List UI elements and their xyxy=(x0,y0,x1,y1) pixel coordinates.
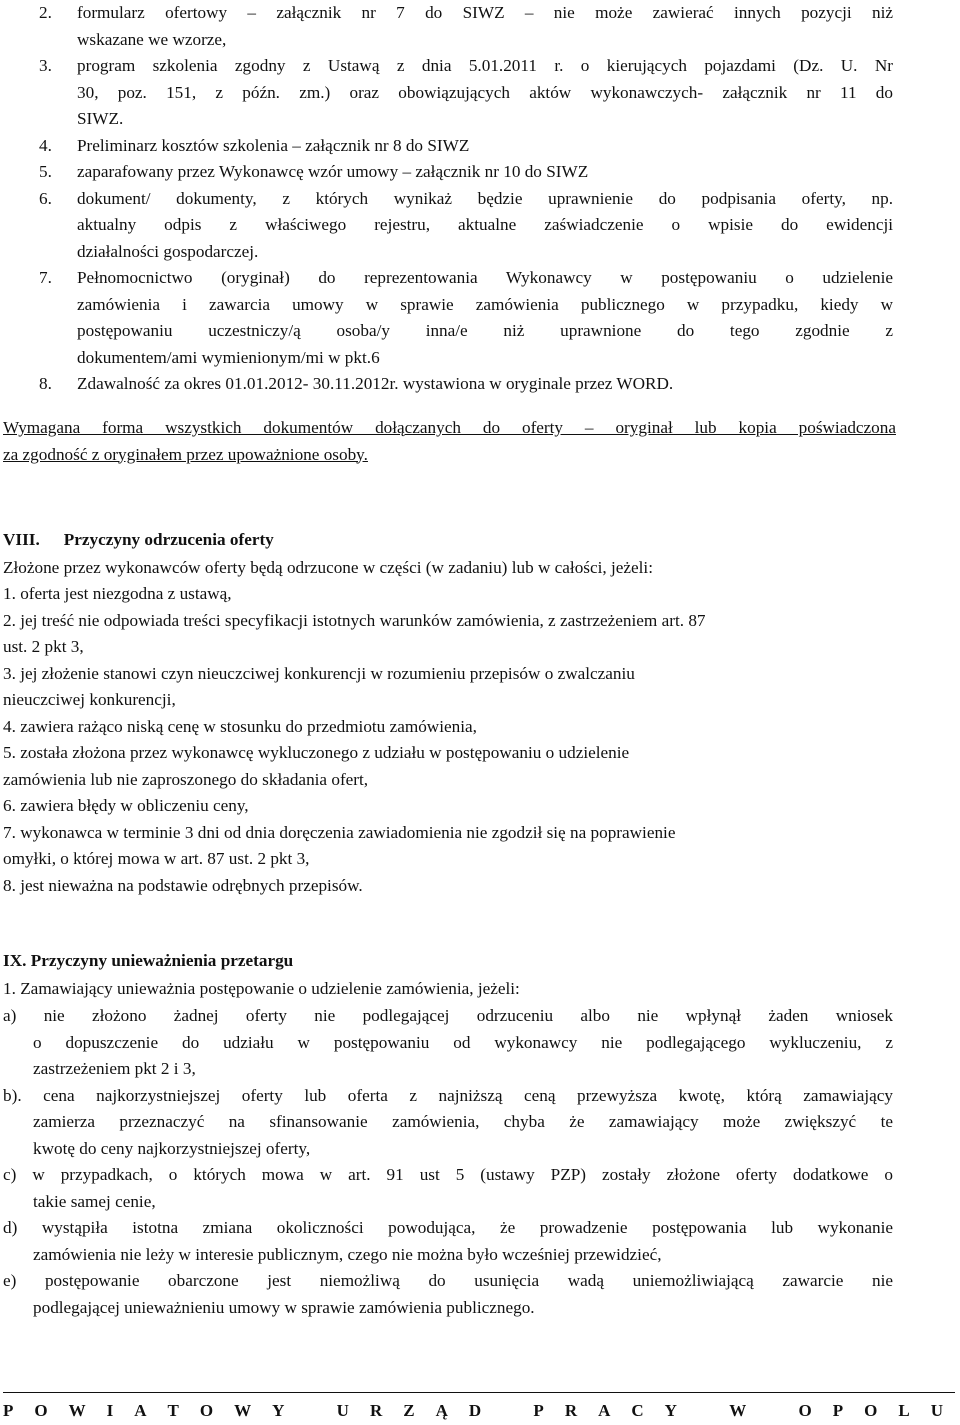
list-item-line: Preliminarz kosztów szkolenia – załącznik nr 8 do SIWZ xyxy=(77,135,470,155)
section-ix-intro: 1. Zamawiający unieważnia postępowanie o udzielenie zamówienia, jeżeli: xyxy=(3,978,520,998)
attachments-list xyxy=(3,0,893,398)
list-item xyxy=(3,186,893,266)
required-form-paragraph xyxy=(3,415,896,468)
list-item xyxy=(3,133,893,160)
footer-word: O P O L U xyxy=(798,1401,943,1420)
list-item-line: 30, poz. 151, z późn. zm.) oraz obowiązujących aktów wykonawczych- załącznik nr 11 do xyxy=(77,82,893,102)
section-ix-item-line: o dopuszczenie do udziału w postępowaniu od wykonawcy nie podlegającego wykluczeniu, z xyxy=(33,1032,893,1052)
section-ix-item-label: c) xyxy=(3,1165,17,1184)
list-item-line: dokument/ dokumenty, z których wynikaż będzie uprawnienie do podpisania oferty, np. xyxy=(77,188,893,208)
section-ix-item xyxy=(3,1268,893,1321)
section-viii-line: zamówienia lub nie zaproszonego do składania ofert, xyxy=(3,769,369,789)
section-viii-line: 2. jej treść nie odpowiada treści specyfikacji istotnych warunków zamówienia, z zastrzeżeniem art. 87 xyxy=(3,610,706,630)
section-viii-heading xyxy=(3,527,893,554)
list-item-line: wskazane we wzorze, xyxy=(77,29,227,49)
list-item-line: zaparafowany przez Wykonawcę wzór umowy – załącznik nr 10 do SIWZ xyxy=(77,162,589,181)
section-ix-item-first-line xyxy=(3,1003,893,1030)
section-viii-title: Przyczyny odrzucenia oferty xyxy=(63,530,274,549)
section-viii-line: 1. oferta jest niezgodna z ustawą, xyxy=(3,584,232,603)
list-item-number: 6. xyxy=(39,188,52,208)
section-ix-item-first-line xyxy=(3,1268,893,1295)
section-ix-heading: IX. Przyczyny unieważnienia przetargu xyxy=(3,951,294,970)
section-viii-line: Złożone przez wykonawców oferty będą odrzucone w części (w zadaniu) lub w całości, jeżeli: xyxy=(3,557,653,577)
list-item-line: aktualny odpis z właściwego rejestru, aktualne zaświadczenie o wpisie do ewidencji xyxy=(77,215,893,234)
list-item-line: zamówienia i zawarcia umowy w sprawie zamówienia publicznego w przypadku, kiedy w xyxy=(77,294,893,314)
list-item-line: formularz ofertowy – załącznik nr 7 do SIWZ – nie może zawierać innych pozycji niż xyxy=(77,3,893,22)
section-viii-line: ust. 2 pkt 3, xyxy=(3,637,84,656)
list-item-line: program szkolenia zgodny z Ustawą z dnia 5.01.2011 r. o kierujących pojazdami (Dz. U. Nr xyxy=(77,56,893,75)
section-ix-item-line: zastrzeżeniem pkt 2 i 3, xyxy=(33,1059,196,1078)
section-ix-item-line: kwotę do ceny najkorzystniejszej oferty, xyxy=(33,1138,311,1158)
section-viii-line: 3. jej złożenie stanowi czyn nieuczciwej konkurencji w rozumieniu przepisów o zwalczaniu xyxy=(3,663,635,683)
section-ix-item-text: cena najkorzystniejszej oferty lub oferta z najniższą ceną przewyższa kwotę, którą zamawiający xyxy=(43,1085,894,1105)
section-ix-item-line: zamówienia nie leży w interesie publicznym, czego nie można było wcześniej przewidzieć, xyxy=(33,1244,662,1264)
footer-word: P O W I A T O W Y xyxy=(3,1401,285,1420)
list-item-line: Pełnomocnictwo (oryginał) do reprezentowania Wykonawcy w postępowaniu o udzielenie xyxy=(77,268,893,287)
section-ix-item-text: postępowanie obarczone jest niemożliwą do usunięcia wadą uniemożliwiającą zawarcie nie xyxy=(44,1271,893,1290)
footer-office-name xyxy=(3,1398,943,1425)
section-viii-line: 7. wykonawca w terminie 3 dni od dnia doręczenia zawiadomienia nie zgodził się na poprawienie xyxy=(3,822,676,842)
list-item-line: dokumentem/ami wymienionym/mi w pkt.6 xyxy=(77,347,380,367)
section-viii xyxy=(3,527,893,899)
section-viii-line: 8. jest nieważna na podstawie odrębnych przepisów. xyxy=(3,875,363,895)
section-ix-item xyxy=(3,1162,893,1215)
section-ix-item-label: e) xyxy=(3,1271,17,1290)
list-item xyxy=(3,159,893,186)
section-ix-item-label: a) xyxy=(3,1006,17,1025)
section-ix-item-label: b). xyxy=(3,1085,22,1105)
footer-word: U R Z Ą D xyxy=(336,1401,482,1420)
list-item-number: 7. xyxy=(39,268,52,287)
list-item xyxy=(3,0,893,53)
section-ix-item-first-line xyxy=(3,1083,893,1110)
section-ix-item-text: wystąpiła istotna zmiana okoliczności powodująca, że prowadzenie postępowania lub wykonanie xyxy=(41,1218,894,1237)
section-ix-item xyxy=(3,1083,893,1163)
list-item-number: 8. xyxy=(39,374,52,393)
list-item-line: Zdawalność za okres 01.01.2012- 30.11.2012r. wystawiona w oryginale przez WORD. xyxy=(77,374,674,393)
section-ix-item-text: nie złożono żadnej oferty nie podlegającej odrzuceniu albo nie wpłynął żaden wniosek xyxy=(43,1006,894,1025)
footer-word: W xyxy=(729,1401,747,1420)
required-form-line-2: za zgodność z oryginałem przez upoważnione osoby. xyxy=(3,444,368,464)
section-viii-line: 6. zawiera błędy w obliczeniu ceny, xyxy=(3,796,249,815)
list-item-number: 5. xyxy=(39,162,52,181)
list-item-line: SIWZ. xyxy=(77,109,124,128)
list-item-number: 4. xyxy=(39,135,52,155)
section-viii-number: VIII. xyxy=(3,530,40,549)
section-ix-item-line: podlegającej unieważnieniu umowy w sprawie zamówienia publicznego. xyxy=(33,1297,535,1317)
section-ix-item-first-line xyxy=(3,1162,893,1189)
required-form-line-1: Wymagana forma wszystkich dokumentów dołączanych do oferty – oryginał lub kopia poświadczona xyxy=(3,418,896,437)
section-viii-line: 5. została złożona przez wykonawcę wykluczonego z udziału w postępowaniu o udzielenie xyxy=(3,743,630,762)
section-ix-item-first-line xyxy=(3,1215,893,1242)
section-viii-line: omyłki, o której mowa w art. 87 ust. 2 pkt 3, xyxy=(3,849,310,868)
section-ix xyxy=(3,948,893,1321)
section-viii-line: 4. zawiera rażąco niską cenę w stosunku do przedmiotu zamówienia, xyxy=(3,716,477,736)
list-item xyxy=(3,265,893,371)
list-item-number: 3. xyxy=(39,56,52,75)
footer-word: P R A C Y xyxy=(533,1401,677,1420)
section-ix-item xyxy=(3,1215,893,1268)
list-item-line: postępowaniu uczestniczy/ą osoba/y inna/e niż uprawnione do tego zgodnie z xyxy=(77,321,893,340)
section-viii-line: nieuczciwej konkurencji, xyxy=(3,690,176,709)
section-ix-item-text: w przypadkach, o których mowa w art. 91 ust 5 (ustawy PZP) zostały złożone oferty dodatkowe o xyxy=(32,1165,893,1184)
section-ix-item xyxy=(3,1003,893,1083)
section-ix-item-line: takie samej cenie, xyxy=(33,1191,156,1211)
list-item-number: 2. xyxy=(39,3,52,22)
section-ix-item-label: d) xyxy=(3,1218,18,1237)
list-item xyxy=(3,53,893,133)
list-item xyxy=(3,371,893,398)
section-ix-item-line: zamierza przeznaczyć na sfinansowanie zamówienia, chyba że zamawiający może zwiększyć te xyxy=(33,1112,893,1131)
list-item-line: działalności gospodarczej. xyxy=(77,241,259,261)
footer-rule xyxy=(3,1392,955,1393)
